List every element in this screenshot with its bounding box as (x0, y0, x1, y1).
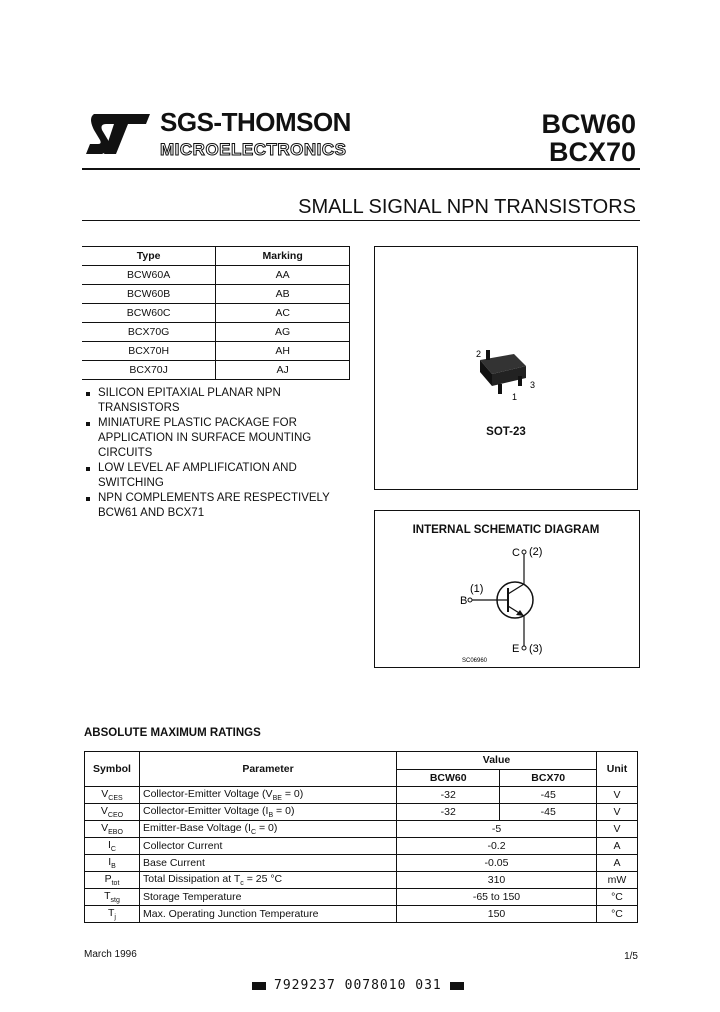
part-number-2: BCX70 (548, 137, 636, 167)
schematic-title: INTERNAL SCHEMATIC DIAGRAM (412, 524, 600, 536)
table-row (85, 821, 638, 838)
symbol-cell: $V_{CEO}$ (85, 804, 140, 821)
table-row (85, 906, 638, 923)
parameter-cell: Max. Operating Junction Temperature (140, 906, 397, 923)
value-header: Value (397, 752, 597, 770)
value-cell: -0.05 (397, 855, 597, 872)
collector-label: C (512, 547, 520, 559)
ratings-title: ABSOLUTE MAXIMUM RATINGS (84, 727, 261, 739)
unit-cell: °C (597, 889, 638, 906)
marking-header: Marking (216, 247, 350, 266)
barcode-line (244, 978, 472, 993)
marking-cell: AH (216, 342, 350, 361)
unit-cell: A (597, 838, 638, 855)
brand-name: SGS-THOMSON (160, 107, 351, 137)
parameter-cell: Emitter-Base Voltage $(I_C = 0)$ (140, 821, 397, 838)
page-number: 1/5 (624, 951, 638, 962)
marking-cell: AB (216, 285, 350, 304)
base-label: B (460, 595, 468, 607)
part-number-1: BCW60 (541, 109, 636, 139)
table-row (85, 787, 638, 804)
symbol-cell: $V_{CES}$ (85, 787, 140, 804)
pin-label: 1 (512, 392, 518, 402)
value-cell: -65 to 150 (397, 889, 597, 906)
value-cell: -45 (500, 804, 597, 821)
base-pin: (1) (470, 583, 484, 595)
package-label: SOT-23 (486, 426, 526, 438)
symbol-cell: $T_{stg}$ (85, 889, 140, 906)
parameter-header: Parameter (140, 752, 397, 787)
type-header: Type (82, 247, 216, 266)
list-item: MINIATURE PLASTIC PACKAGE FOR APPLICATION IN SURFACE MOUNTING CIRCUITS (84, 416, 364, 461)
table-row (85, 855, 638, 872)
pin-label: 3 (530, 380, 536, 390)
unit-cell: V (597, 804, 638, 821)
npn-transistor-icon (440, 540, 580, 664)
parameter-cell: Total Dissipation at $T_c = 25$ °C (140, 872, 397, 889)
symbol-cell: $I_B$ (85, 855, 140, 872)
document-subtitle: SMALL SIGNAL NPN TRANSISTORS (298, 196, 636, 218)
value-cell: -32 (397, 787, 500, 804)
parameter-cell: Collector-Emitter Voltage $(I_B = 0)$ (140, 804, 397, 821)
value-cell: -0.2 (397, 838, 597, 855)
symbol-cell: $P_{tot}$ (85, 872, 140, 889)
bcx70-header: BCX70 (500, 769, 597, 787)
table-row (85, 838, 638, 855)
value-cell: -5 (397, 821, 597, 838)
value-cell: 310 (397, 872, 597, 889)
marking-cell: AJ (216, 361, 350, 380)
value-cell: -32 (397, 804, 500, 821)
marking-cell: AG (216, 323, 350, 342)
table-row (85, 804, 638, 821)
marking-cell: AC (216, 304, 350, 323)
barcode-text: 031 (415, 978, 442, 993)
symbol-cell: $T_j$ (85, 906, 140, 923)
marking-table-header (82, 247, 350, 266)
collector-pin: (2) (529, 546, 543, 558)
emitter-label: E (512, 643, 520, 655)
parameter-cell: Collector Current (140, 838, 397, 855)
schematic-code: SC06960 (462, 658, 488, 664)
barcode-text: 7929237 (274, 978, 336, 993)
unit-cell: V (597, 821, 638, 838)
table-row (85, 889, 638, 906)
table-row (82, 304, 350, 323)
symbol-header: Symbol (85, 752, 140, 787)
unit-cell: °C (597, 906, 638, 923)
table-row (82, 266, 350, 285)
subtitle-rule (82, 220, 640, 221)
parameter-cell: Collector-Emitter Voltage $(V_{BE} = 0)$ (140, 787, 397, 804)
unit-cell: A (597, 855, 638, 872)
bcw60-header: BCW60 (397, 769, 500, 787)
list-item: LOW LEVEL AF AMPLIFICATION AND SWITCHING (84, 461, 364, 491)
sot23-package-icon (470, 346, 550, 402)
unit-header: Unit (597, 752, 638, 787)
marking-table (82, 246, 350, 380)
parameter-cell: Base Current (140, 855, 397, 872)
barcode-block (252, 982, 266, 990)
st-logo-icon (84, 110, 152, 158)
unit-cell: mW (597, 872, 638, 889)
type-cell: BCW60A (82, 266, 216, 285)
brand-subname: MICROELECTRONICS (160, 140, 347, 159)
table-row (82, 285, 350, 304)
value-cell: -45 (500, 787, 597, 804)
barcode-block (450, 982, 464, 990)
feature-list (84, 386, 364, 521)
type-cell: BCX70J (82, 361, 216, 380)
marking-cell: AA (216, 266, 350, 285)
table-row (82, 361, 350, 380)
pin-label: 2 (476, 349, 482, 359)
table-row (82, 323, 350, 342)
footer-date: March 1996 (84, 949, 137, 960)
table-row (82, 342, 350, 361)
ratings-header (85, 752, 638, 770)
type-cell: BCW60C (82, 304, 216, 323)
type-cell: BCX70H (82, 342, 216, 361)
list-item: NPN COMPLEMENTS ARE RESPECTIVELY BCW61 AND BCX71 (84, 491, 364, 521)
header-rule (82, 168, 640, 170)
barcode-text: 0078010 (344, 978, 407, 993)
table-row (85, 872, 638, 889)
parameter-cell: Storage Temperature (140, 889, 397, 906)
symbol-cell: $V_{EBO}$ (85, 821, 140, 838)
symbol-cell: $I_C$ (85, 838, 140, 855)
list-item: SILICON EPITAXIAL PLANAR NPN TRANSISTORS (84, 386, 364, 416)
ratings-table (84, 751, 638, 923)
type-cell: BCX70G (82, 323, 216, 342)
type-cell: BCW60B (82, 285, 216, 304)
emitter-pin: (3) (529, 643, 543, 655)
unit-cell: V (597, 787, 638, 804)
value-cell: 150 (397, 906, 597, 923)
